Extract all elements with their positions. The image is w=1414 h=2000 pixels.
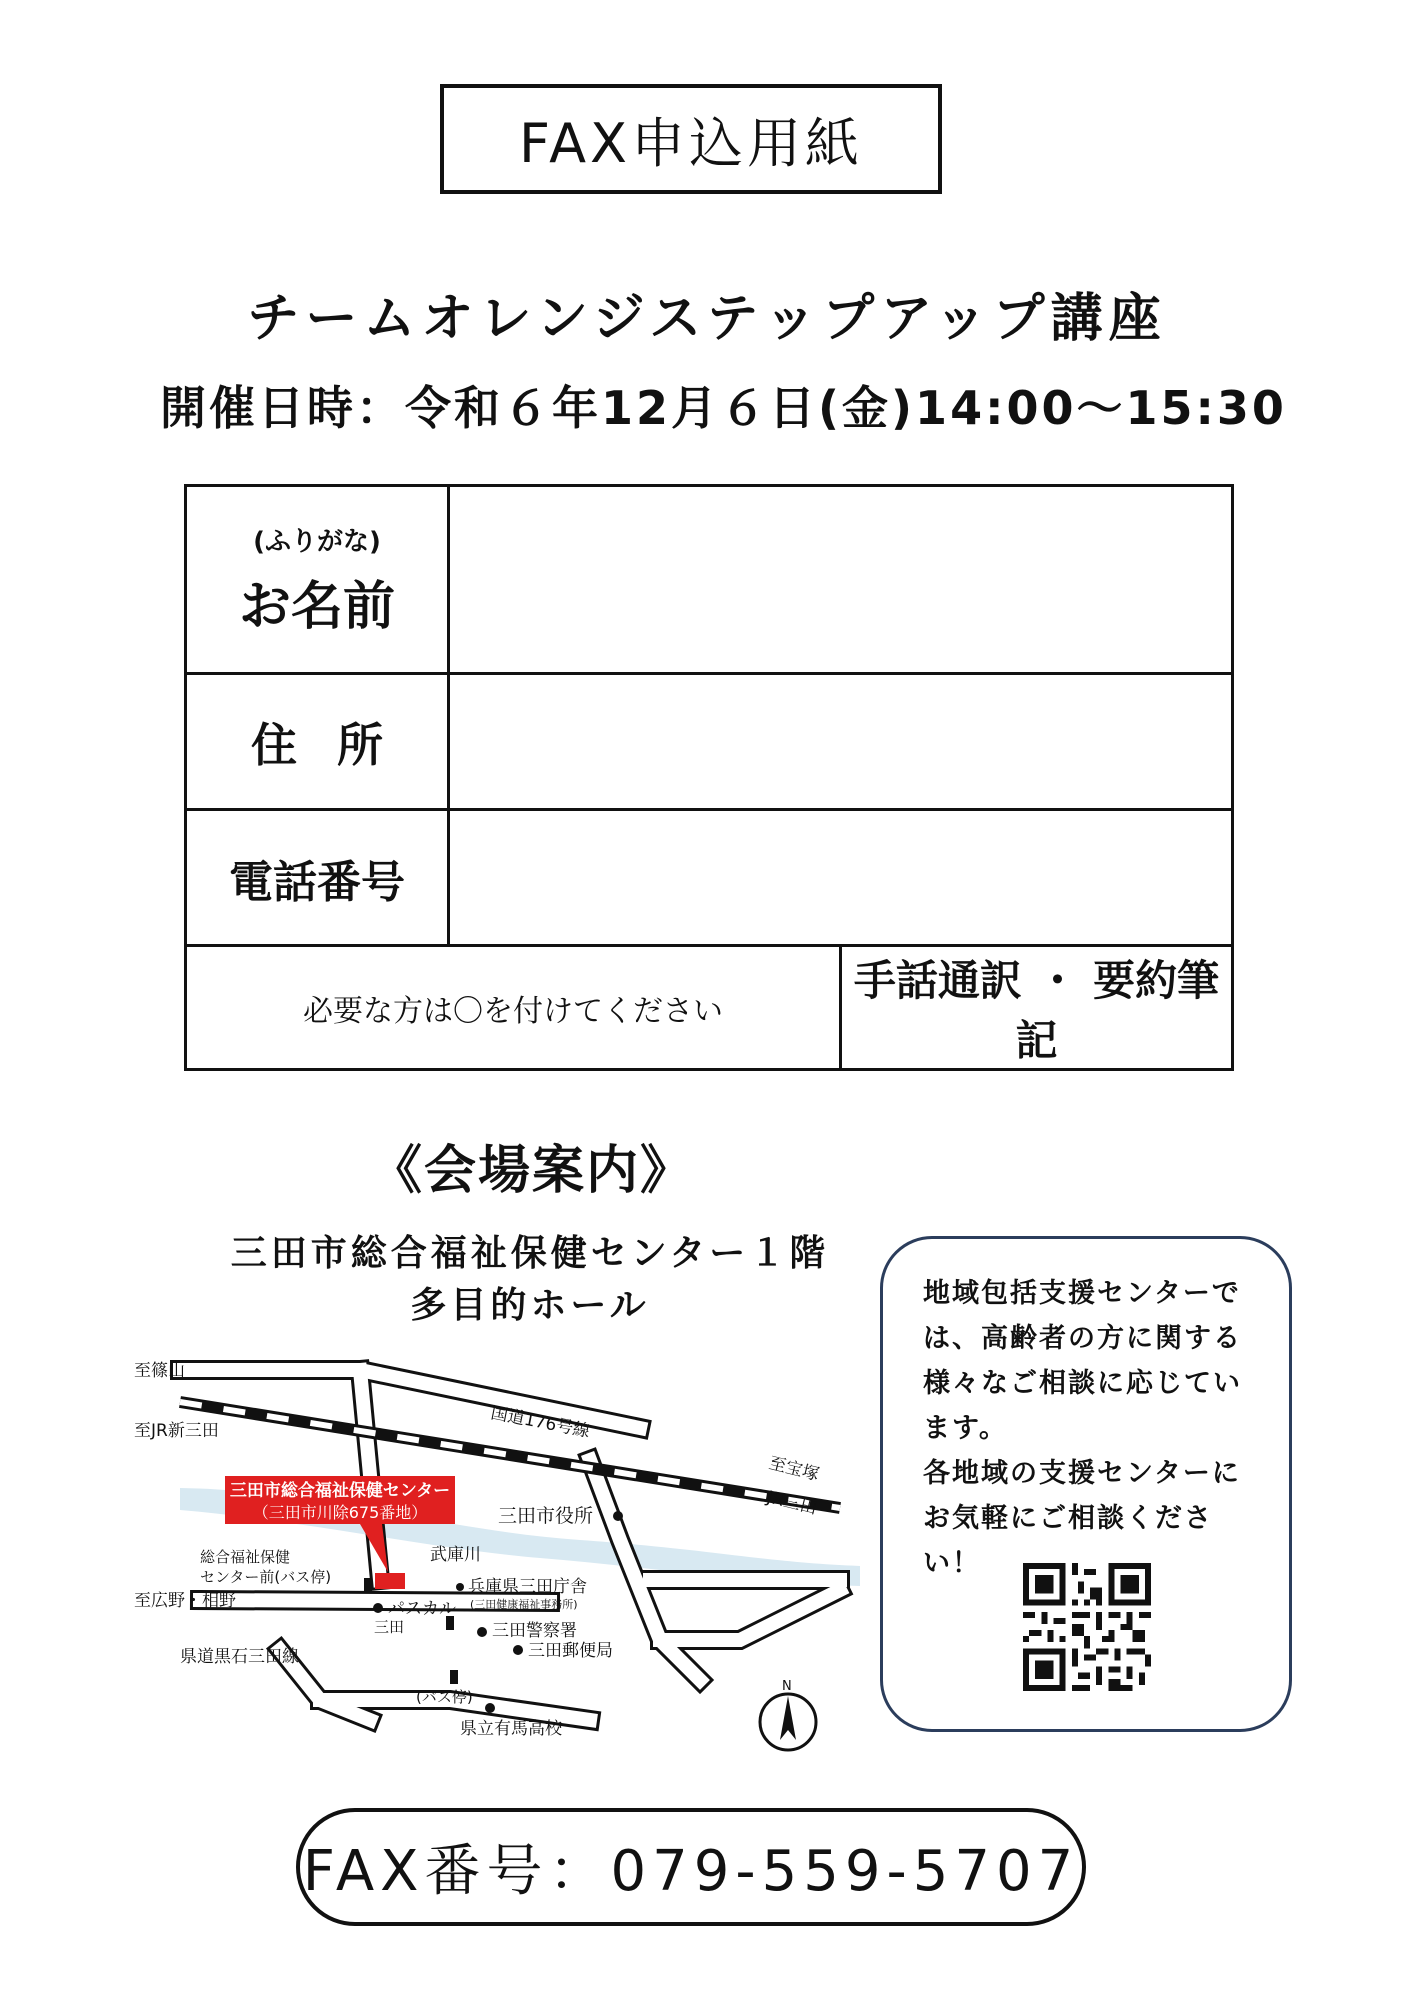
map-jr-sanda: JR三田 — [764, 1487, 819, 1520]
address-label: 住所 — [251, 717, 423, 772]
phone-label-cell — [186, 810, 449, 946]
map-arima-hs: 県立有馬高校 — [460, 1719, 562, 1739]
map-bus-stop: (バス停) — [416, 1688, 473, 1706]
map-center-address: （三田市川除675番地） — [252, 1503, 428, 1522]
course-title: チームオレンジステップアップ講座 — [247, 289, 1167, 349]
venue-name — [180, 1228, 880, 1332]
map-bus-stop-center-2: センター前(バス停) — [200, 1568, 332, 1586]
form-title: FAX申込用紙 — [440, 84, 942, 194]
venue-name-line2: 多目的ホール — [410, 1285, 650, 1326]
address-field[interactable] — [449, 674, 1233, 810]
map-takarazuka: 至宝塚 — [766, 1453, 822, 1486]
map-pascal-sanda: 三田 — [374, 1618, 405, 1636]
map-city-hall: 三田市役所 — [498, 1505, 594, 1527]
map-post: 三田郵便局 — [528, 1641, 613, 1661]
name-label-cell — [186, 486, 449, 674]
furigana-label: (ふりがな) — [253, 526, 381, 557]
needs-label: 必要な方は〇を付けてください — [186, 946, 841, 1070]
qr-code[interactable] — [1023, 1563, 1151, 1691]
phone-field[interactable] — [449, 810, 1233, 946]
info-text: 地域包括支援センターでは、高齢者の方に関する様々なご相談に応じています。 各地域の支援センターにお気軽にご相談ください！ — [923, 1278, 1242, 1579]
map-route-kuroishi: 県道黒石三田線 — [180, 1647, 299, 1667]
map-hirono: 至広野・相野 — [134, 1591, 236, 1611]
map-pascal: パスカル — [388, 1599, 456, 1619]
map-pref-office: 兵庫県三田庁舎 — [468, 1577, 587, 1597]
map-river: 武庫川 — [430, 1545, 481, 1565]
venue-name-line1: 三田市総合福祉保健センター１階 — [230, 1233, 830, 1274]
event-datetime: 開催日時：令和６年12月６日(金)14:00～15:30 — [160, 381, 1287, 435]
venue-map — [120, 1340, 860, 1760]
application-form-table — [184, 484, 1234, 1071]
address-label-cell — [186, 674, 449, 810]
map-north: N — [782, 1679, 792, 1694]
support-options[interactable]: 手話通訳 ・ 要約筆記 — [841, 946, 1233, 1070]
phone-label: 電話番号 — [229, 856, 405, 908]
map-jr-shinsanda: 至JR新三田 — [134, 1421, 219, 1441]
name-label: お名前 — [238, 576, 395, 637]
info-box — [880, 1236, 1292, 1732]
name-field[interactable] — [449, 486, 1233, 674]
venue-heading: 《会場案内》 — [370, 1141, 695, 1201]
venue-marker — [375, 1573, 405, 1589]
map-sasayama: 至篠山 — [134, 1361, 185, 1381]
map-route176: 国道176号線 — [489, 1403, 592, 1443]
map-pref-office-sub: (三田健康福祉事務所) — [470, 1598, 578, 1611]
map-police: 三田警察署 — [492, 1621, 577, 1641]
fax-number: FAX番号：079-559-5707 — [296, 1808, 1086, 1926]
map-center-name: 三田市総合福祉保健センター — [229, 1481, 451, 1501]
map-bus-stop-center-1: 総合福祉保健 — [200, 1548, 291, 1566]
